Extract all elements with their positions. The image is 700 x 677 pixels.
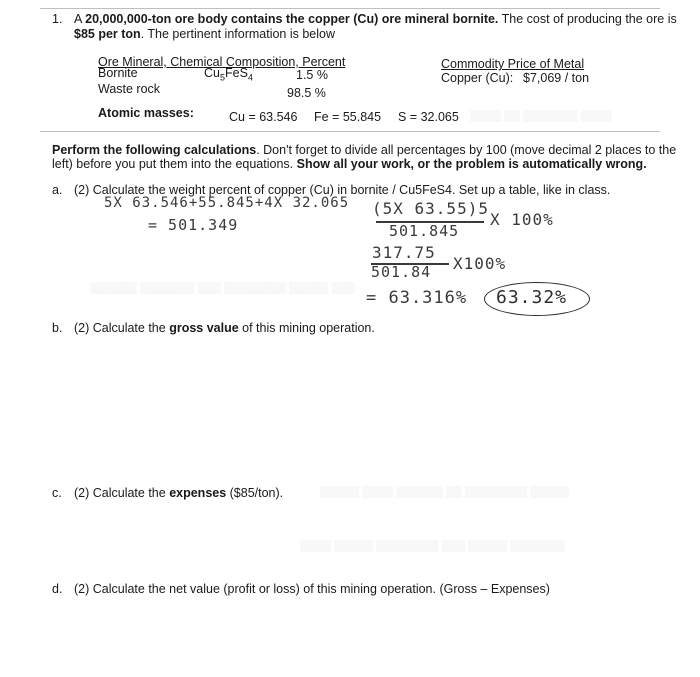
handwritten-formula-sum: 5X 63.546+55.845+4X 32.065 bbox=[104, 195, 350, 211]
faint-background-text: ▒▒▒▒▒ ▒▒▒▒ ▒▒▒▒▒▒ ▒▒ ▒▒▒▒▒▒▒▒ ▒▒▒▒▒ bbox=[320, 486, 570, 498]
problem-number: 1. bbox=[52, 12, 63, 26]
part-a-letter: a. bbox=[52, 183, 63, 197]
handwritten-fraction1-multiplier: X 100% bbox=[490, 210, 554, 229]
atomic-mass-fe: Fe = 55.845 bbox=[314, 110, 382, 124]
cost-per-ton: $85 per ton bbox=[74, 27, 141, 41]
handwritten-fraction2-denominator: 501.84 bbox=[371, 263, 432, 281]
problem-intro-line1: A 20,000,000-ton ore body contains the copper (Cu) ore mineral bornite. The cost of producing the ore is bbox=[74, 12, 677, 26]
handwritten-fraction2-multiplier: X100% bbox=[453, 254, 507, 273]
problem-intro-line2: $85 per ton. The pertinent information is below bbox=[74, 27, 336, 41]
faint-background-text: ▒▒▒▒▒▒ ▒▒▒▒▒▒▒ ▒▒▒ ▒▒▒▒▒▒▒▒ ▒▒▒▒▒ ▒▒▒ bbox=[90, 282, 355, 294]
ore-row-bornite-percent: 1.5 % bbox=[296, 68, 328, 82]
atomic-mass-s: S = 32.065 bbox=[398, 110, 459, 124]
part-d-prompt: (2) Calculate the net value (profit or loss) of this mining operation. (Gross – Expenses) bbox=[74, 582, 550, 596]
part-c-letter: c. bbox=[52, 486, 62, 500]
part-b-prompt: (2) Calculate the gross value of this mining operation. bbox=[74, 321, 375, 335]
handwritten-fraction2-numerator: 317.75 bbox=[372, 243, 436, 262]
ore-table-header: Ore Mineral, Chemical Composition, Percent bbox=[98, 55, 346, 69]
ore-row-waste-name: Waste rock bbox=[98, 82, 161, 96]
faint-background-text: ▒▒▒▒ ▒▒ ▒▒▒▒▒▒▒ ▒▒▒▒ bbox=[470, 110, 612, 122]
part-c-prompt: (2) Calculate the expenses ($85/ton). bbox=[74, 486, 284, 500]
part-d-letter: d. bbox=[52, 582, 63, 596]
handwritten-result: = 63.316% bbox=[366, 288, 468, 308]
top-divider bbox=[40, 8, 660, 9]
ore-row-waste-percent: 98.5 % bbox=[287, 86, 326, 100]
faint-background-text: ▒▒▒▒ ▒▒▒▒▒ ▒▒▒▒▒▒▒▒ ▒▒▒ ▒▒▒▒▒ ▒▒▒▒▒▒▒ bbox=[300, 540, 565, 552]
ore-body-size: 20,000,000-ton ore body contains the copper (Cu) ore mineral bornite. bbox=[85, 12, 499, 26]
circled-answer: 63.32% bbox=[496, 287, 568, 308]
ore-row-bornite-name: Bornite bbox=[98, 66, 138, 80]
ore-row-bornite-formula: $Cu_5FeS_4$ bbox=[204, 66, 253, 83]
section-divider bbox=[40, 131, 660, 132]
handwritten-fraction1-denominator: 501.845 bbox=[389, 222, 460, 240]
commodity-header: Commodity Price of Metal bbox=[441, 57, 585, 71]
commodity-price: $7,069 / ton bbox=[523, 71, 590, 85]
atomic-masses-label: Atomic masses: bbox=[98, 106, 194, 120]
handwritten-fraction1-numerator: (5X 63.55)5 bbox=[372, 199, 489, 218]
part-b-letter: b. bbox=[52, 321, 63, 335]
commodity-label: Copper (Cu): bbox=[441, 71, 514, 85]
instructions-line2: left) before you put them into the equations. Show all your work, or the problem is automatically wrong. bbox=[52, 157, 647, 171]
atomic-mass-cu: Cu = 63.546 bbox=[229, 110, 298, 124]
instructions-line1: Perform the following calculations. Don't forget to divide all percentages by 100 (move decimal 2 places to the bbox=[52, 143, 677, 157]
part-a-prompt: (2) Calculate the weight percent of copper (Cu) in bornite / Cu5FeS4. Set up a table, like in class. bbox=[74, 183, 611, 197]
handwritten-molar-mass: = 501.349 bbox=[148, 216, 239, 234]
